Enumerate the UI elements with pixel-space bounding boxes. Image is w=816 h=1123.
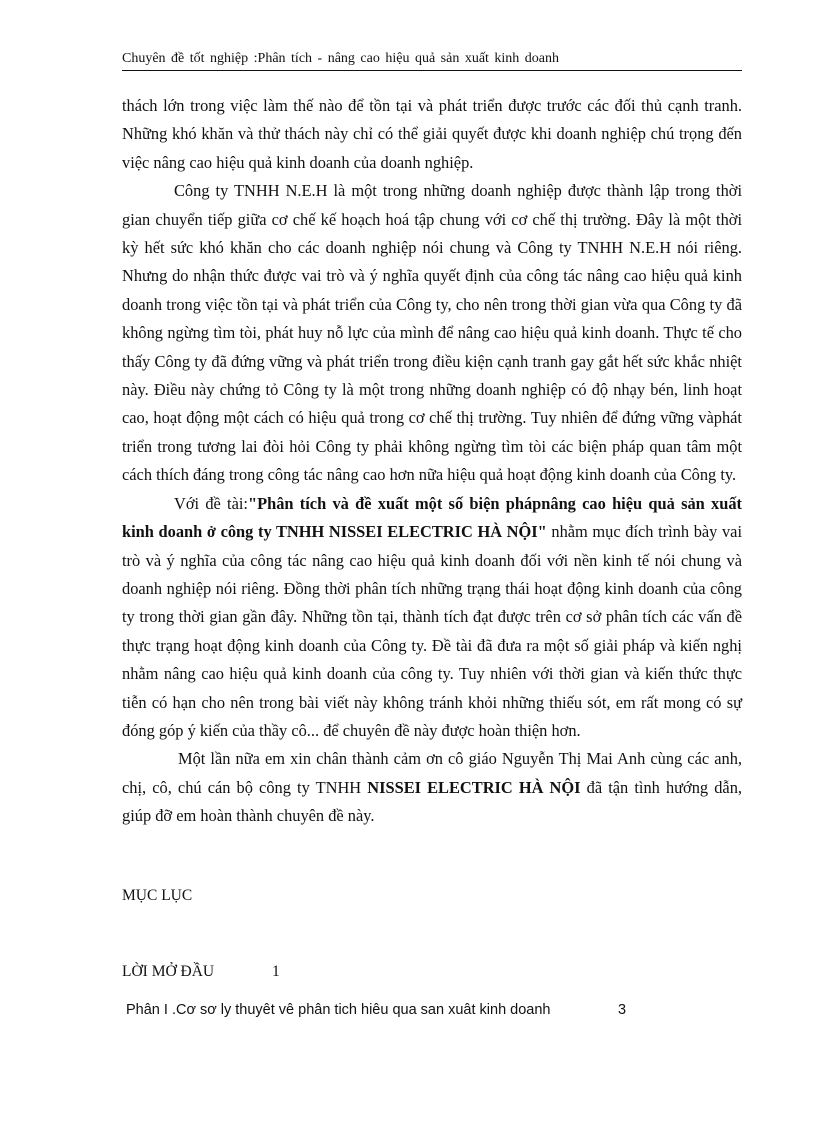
ack-rest: đã tận tình hướng dẫn, giúp đỡ em hoàn thành chuyên đề này. <box>122 777 742 826</box>
toc-heading: MỤC LỤC <box>122 887 193 904</box>
header-rule <box>122 70 742 71</box>
toc-entry-page: 3 <box>618 1002 627 1018</box>
toc-entry[interactable] <box>126 1000 627 1020</box>
document-body <box>122 92 742 831</box>
topic-description: nhằm mục đích trình bày vai trò và ý nghĩa của công tác nâng cao hiệu quả kinh doanh đối với nền kinh tế nói chung và doanh nghiệp nói riêng. Đồng thời phân tích những trạng thái hoạt động kinh doanh của công ty trong thời gian gần đây. Những tồn tại, thành tích đạt được trên cơ sở phân tích các vấn đề thực trạng hoạt động kinh doanh của Công ty. Đề tài đã đưa ra một số giải pháp và kiến nghị nhằm nâng cao hiệu quả kinh doanh của công ty. Tuy nhiên với thời gian và kiến thức thực tiễn có hạn cho nên trong bài viết này không tránh khỏi những thiếu sót, em rất mong có sự đóng góp ý kiến của thầy cô... để chuyên đề này được hoàn thiện hơn. <box>122 522 743 740</box>
toc-entry[interactable] <box>122 962 280 982</box>
paragraph-intro-continued: thách lớn trong việc làm thế nào để tồn tại và phát triển được trước các đối thủ cạnh tranh. Những khó khăn và thử thách này chỉ có thể giải quyết được khi doanh nghiệp chú trọng đến việc nâng cao hiệu quả kinh doanh của doanh nghiệp. <box>122 96 742 172</box>
topic-prefix: Với đề tài: <box>174 493 248 513</box>
running-header: Chuyên đề tốt nghiệp :Phân tích - nâng cao hiệu quả sản xuất kinh doanh <box>122 51 560 66</box>
toc-entry-title: Phân I .Cơ sơ ly thuyêt vê phân tich hiêu qua san xuât kinh doanh <box>126 1002 551 1018</box>
paragraph-company-background: Công ty TNHH N.E.H là một trong những doanh nghiệp được thành lập trong thời gian chuyển tiếp giữa cơ chế kế hoạch hoá tập chung với cơ chế thị trường. Đây là một thời kỳ hết sức khó khăn cho các doanh nghiệp nói chung và Công ty TNHH N.E.H nói riêng. Nhưng do nhận thức được vai trò và ý nghĩa quyết định của công tác nâng cao hiệu quả kinh doanh trong việc tồn tại và phát triển của Công ty, cho nên trong thời gian vừa qua Công ty đã không ngừng tìm tòi, phát huy nỗ lực của mình để nâng cao hiệu quả kinh doanh. Thực tế cho thấy Công ty đã đứng vững và phát triển trong điều kiện cạnh tranh gay gắt hết sức khắc nhiệt này. Điều này chứng tỏ Công ty là một trong những doanh nghiệp có độ nhạy bén, linh hoạt cao, hoạt động một cách có hiệu quả trong cơ chế thị trường. Tuy nhiên để đứng vững vàphát triển trong tương lai đòi hỏi Công ty phải không ngừng tìm tòi các biện pháp quan tâm một cách thích đáng trong công tác nâng cao hơn nữa hiệu quả hoạt động kinh doanh của Công ty. <box>122 181 742 485</box>
toc-entry-title: LỜI MỞ ĐẦU <box>122 963 215 980</box>
ack-company-name: NISSEI ELECTRIC HÀ NỘI <box>367 777 581 797</box>
ack-prefix: Một lần nữa em xin chân thành cảm ơn cô giáo Nguyễn Thị Mai Anh cùng các anh, chị, cô, chú cán bộ công ty TNHH <box>122 749 742 797</box>
paragraph-thesis-topic <box>122 490 742 746</box>
topic-title: "Phân tích và đề xuất một số biện phápnâng cao hiệu quả sản xuất kinh doanh ở công ty TNHH NISSEI ELECTRIC HÀ NỘI" <box>122 493 742 542</box>
paragraph-acknowledgement <box>122 745 742 830</box>
toc-entry-page: 1 <box>272 963 280 980</box>
